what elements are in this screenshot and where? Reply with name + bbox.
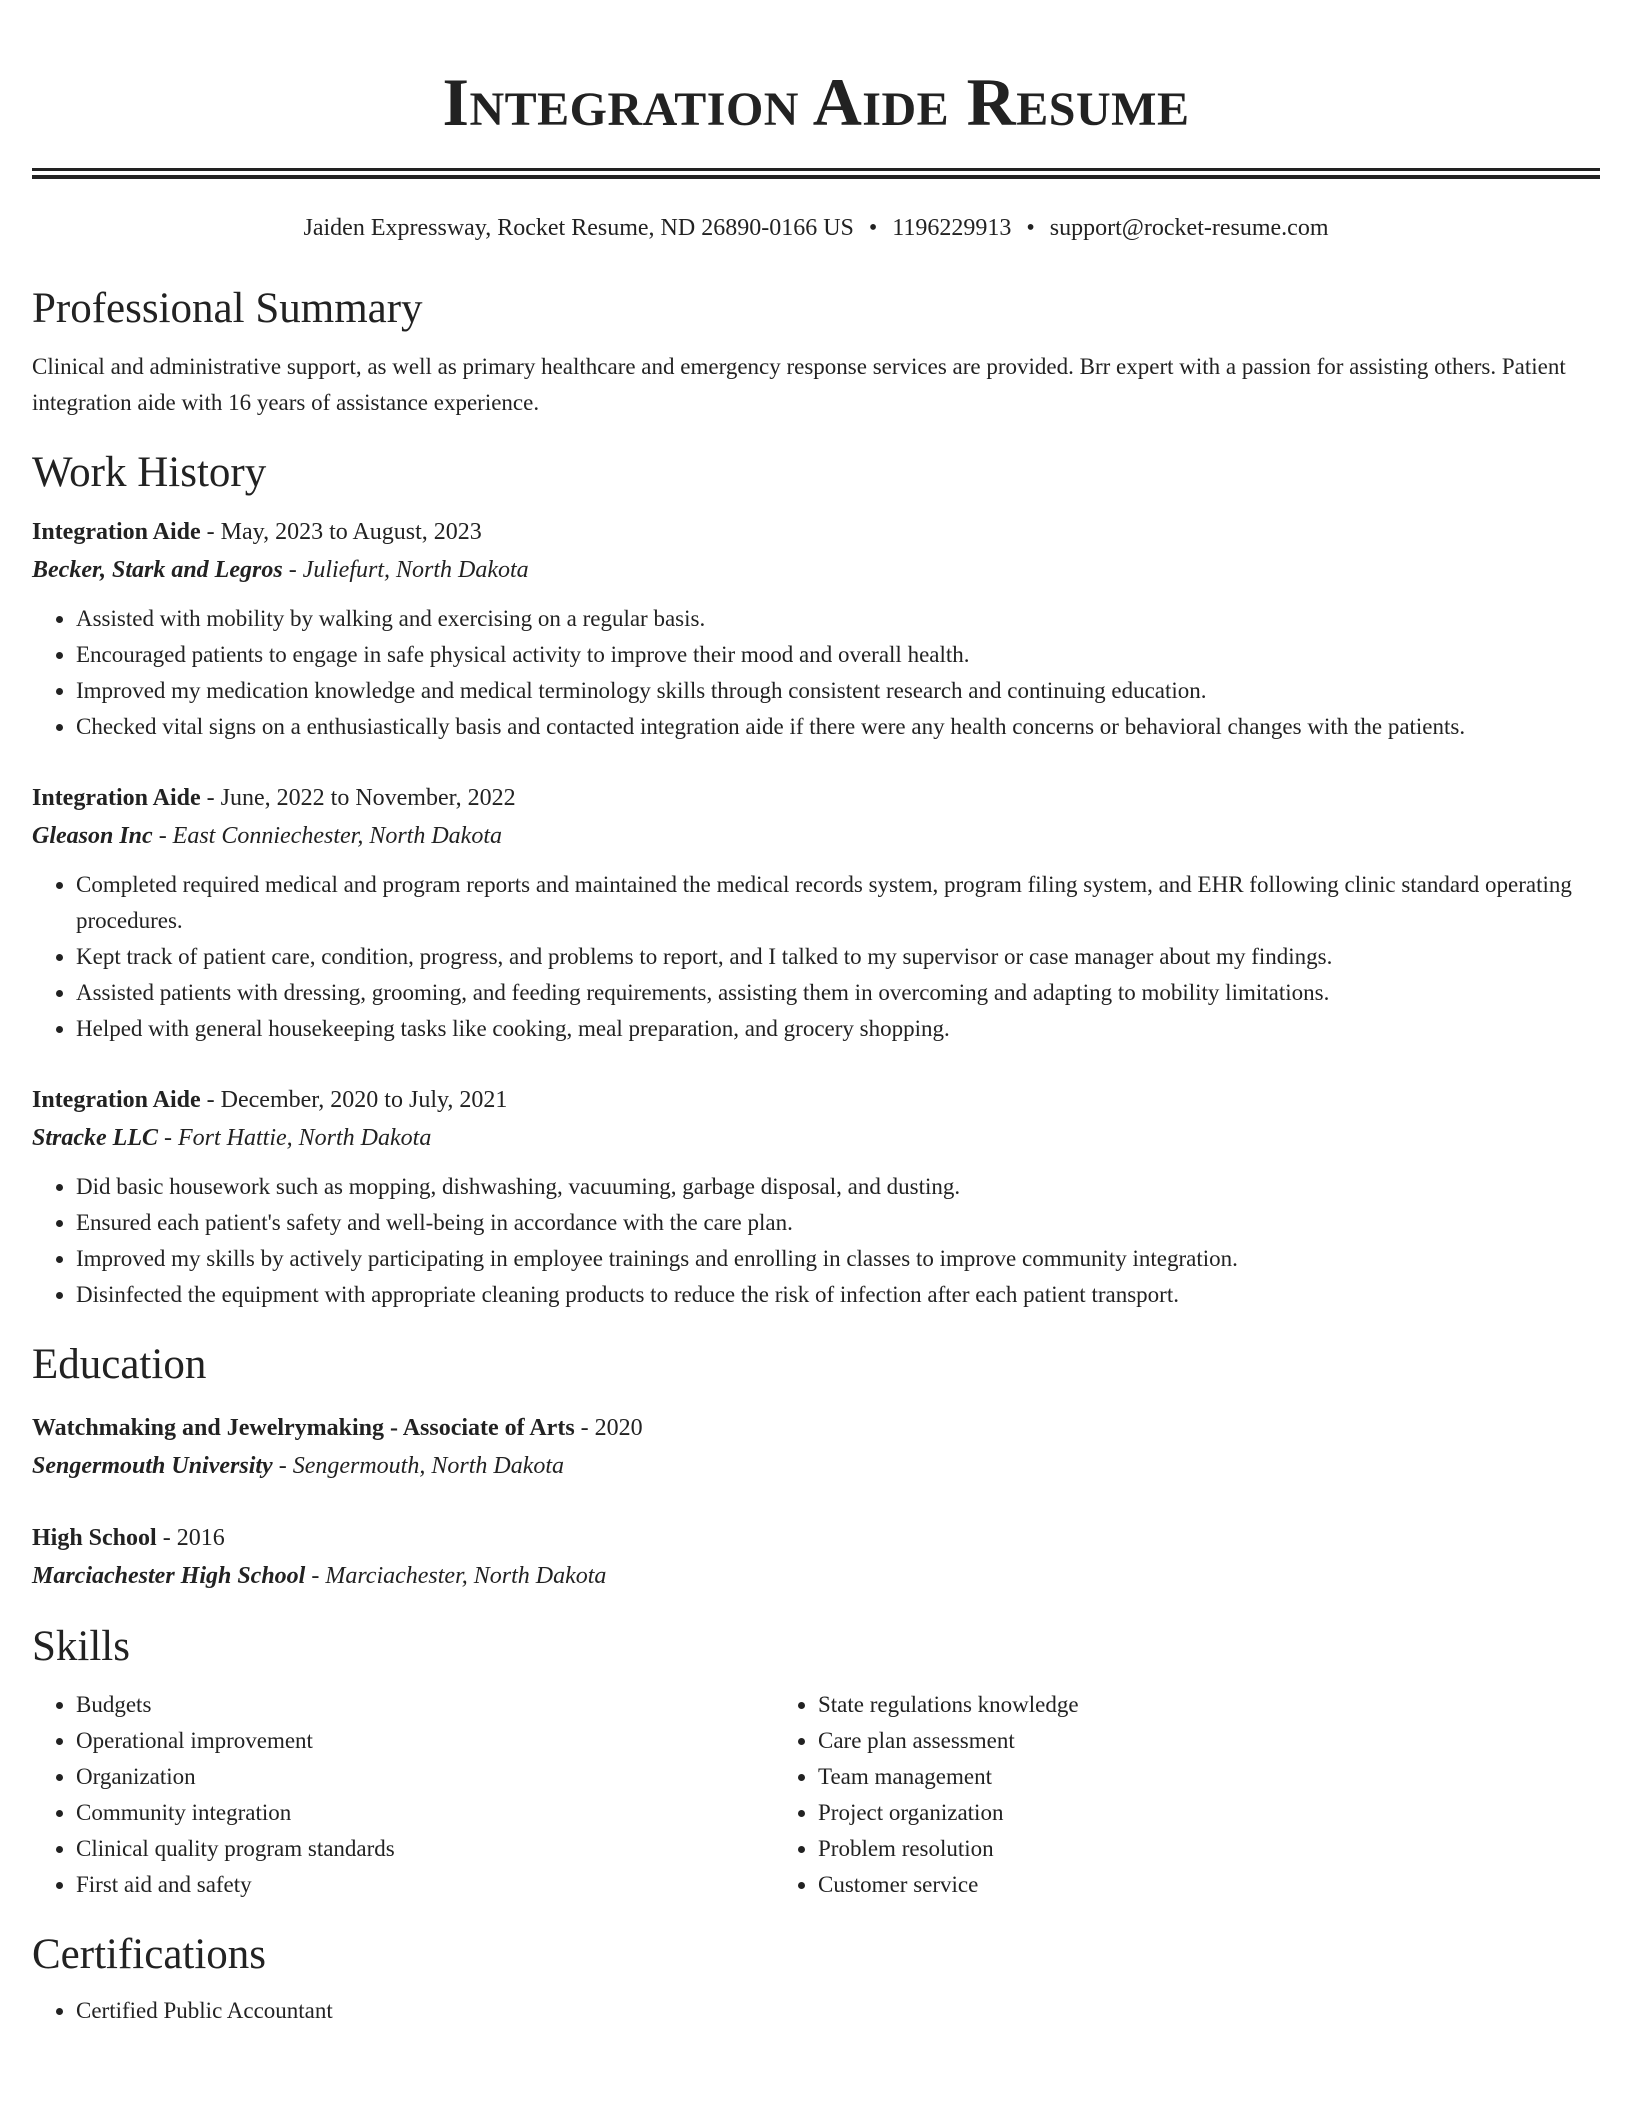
job-company: Stracke LLC <box>32 1125 158 1151</box>
resume-page <box>32 0 1600 2029</box>
job-duty: • Completed required medical and program reports and maintained the medical records system, program filing system, and EHR following clinic standard operating procedures. <box>76 867 1600 939</box>
work-history-heading: Work History <box>32 449 267 496</box>
certifications-list <box>32 1993 1600 2029</box>
education-section <box>32 1339 1600 1595</box>
certifications-heading: Certifications <box>32 1931 267 1978</box>
job-duty: • Checked vital signs on a enthusiastically basis and contacted integration aide if there were any health concerns or behavioral changes with the patients. <box>76 709 1600 745</box>
job-company-line <box>32 817 1600 855</box>
skill-item: • Team management <box>818 1759 1516 1795</box>
school-line <box>32 1557 1600 1595</box>
job-title: Integration Aide <box>32 785 201 811</box>
skill-item: • State regulations knowledge <box>818 1687 1516 1723</box>
education-entry <box>32 1409 1600 1485</box>
skill-item: • Community integration <box>76 1795 774 1831</box>
job-title-line <box>32 1081 1600 1119</box>
job-company: Gleason Inc <box>32 823 153 849</box>
job-dates: - June, 2022 to November, 2022 <box>200 785 516 811</box>
job-entry <box>32 1081 1600 1313</box>
school-location: - Marciachester, North Dakota <box>305 1563 607 1589</box>
job-title-line <box>32 779 1600 817</box>
skill-item: • Operational improvement <box>76 1723 774 1759</box>
title-double-rule <box>32 168 1600 179</box>
job-duties-list <box>32 867 1600 1047</box>
skill-item: • Project organization <box>818 1795 1516 1831</box>
skills-list-left <box>32 1687 774 1903</box>
job-duty: • Improved my medication knowledge and medical terminology skills through consistent research and continuing education. <box>76 673 1600 709</box>
education-entry <box>32 1519 1600 1595</box>
school-location: - Sengermouth, North Dakota <box>272 1453 565 1479</box>
job-title: Integration Aide <box>32 1087 201 1113</box>
job-entry <box>32 779 1600 1047</box>
job-company-line <box>32 551 1600 589</box>
job-location: - Fort Hattie, North Dakota <box>158 1125 432 1151</box>
job-dates: - May, 2023 to August, 2023 <box>200 519 482 545</box>
summary-section <box>32 283 1600 421</box>
skill-item: • Customer service <box>818 1867 1516 1903</box>
job-duty: • Did basic housework such as mopping, dishwashing, vacuuming, garbage disposal, and dusting. <box>76 1169 1600 1205</box>
job-location: - Juliefurt, North Dakota <box>282 557 529 583</box>
job-entry <box>32 513 1600 745</box>
skill-item: • Care plan assessment <box>818 1723 1516 1759</box>
skills-heading: Skills <box>32 1623 130 1670</box>
job-duties-list <box>32 601 1600 745</box>
job-duties-list <box>32 1169 1600 1313</box>
skills-section <box>32 1621 1600 1903</box>
skill-item: • Problem resolution <box>818 1831 1516 1867</box>
school-name: Marciachester High School <box>32 1563 306 1589</box>
school-name: Sengermouth University <box>32 1453 273 1479</box>
education-heading: Education <box>32 1341 207 1388</box>
contact-address: Jaiden Expressway, Rocket Resume, ND 26890-0166 US <box>303 215 854 241</box>
work-history-section <box>32 447 1600 1313</box>
job-duty: • Assisted patients with dressing, grooming, and feeding requirements, assisting them in overcoming and adapting to mobility limitations. <box>76 975 1600 1011</box>
job-dates: - December, 2020 to July, 2021 <box>200 1087 508 1113</box>
job-title-line <box>32 513 1600 551</box>
job-company-line <box>32 1119 1600 1157</box>
contact-phone: 1196229913 <box>892 215 1012 241</box>
contact-line <box>32 213 1600 243</box>
summary-heading: Professional Summary <box>32 285 423 332</box>
skills-columns <box>32 1687 1600 1903</box>
job-duty: • Ensured each patient's safety and well-being in accordance with the care plan. <box>76 1205 1600 1241</box>
degree-line <box>32 1519 1600 1557</box>
contact-email: support@rocket-resume.com <box>1049 215 1329 241</box>
degree: Watchmaking and Jewelrymaking - Associate of Arts <box>32 1415 575 1441</box>
skill-item: • Budgets <box>76 1687 774 1723</box>
job-location: - East Conniechester, North Dakota <box>152 823 502 849</box>
graduation-year: - 2020 <box>574 1415 643 1441</box>
certification-item: • Certified Public Accountant <box>76 1993 1600 2029</box>
job-company: Becker, Stark and Legros <box>32 557 283 583</box>
job-duty: • Encouraged patients to engage in safe physical activity to improve their mood and overall health. <box>76 637 1600 673</box>
skill-item: • First aid and safety <box>76 1867 774 1903</box>
contact-separator: • <box>868 215 878 241</box>
degree: High School <box>32 1525 157 1551</box>
skills-list-right <box>774 1687 1516 1903</box>
certifications-section <box>32 1929 1600 2029</box>
job-duty: • Disinfected the equipment with appropriate cleaning products to reduce the risk of infection after each patient transport. <box>76 1277 1600 1313</box>
skill-item: • Organization <box>76 1759 774 1795</box>
skill-item: • Clinical quality program standards <box>76 1831 774 1867</box>
job-title: Integration Aide <box>32 519 201 545</box>
summary-text: Clinical and administrative support, as well as primary healthcare and emergency response services are provided. Brr expert with a passion for assisting others. Patient integration aide with 16 years of assistance experience. <box>32 354 1566 415</box>
job-duty: • Helped with general housekeeping tasks like cooking, meal preparation, and grocery shopping. <box>76 1011 1600 1047</box>
page-title: Integration Aide Resume <box>442 64 1190 140</box>
job-duty: • Kept track of patient care, condition, progress, and problems to report, and I talked to my supervisor or case manager about my findings. <box>76 939 1600 975</box>
job-duty: • Improved my skills by actively participating in employee trainings and enrolling in classes to improve community integration. <box>76 1241 1600 1277</box>
contact-separator: • <box>1026 215 1035 241</box>
job-duty: • Assisted with mobility by walking and exercising on a regular basis. <box>76 601 1600 637</box>
degree-line <box>32 1409 1600 1447</box>
graduation-year: - 2016 <box>156 1525 225 1551</box>
school-line <box>32 1447 1600 1485</box>
